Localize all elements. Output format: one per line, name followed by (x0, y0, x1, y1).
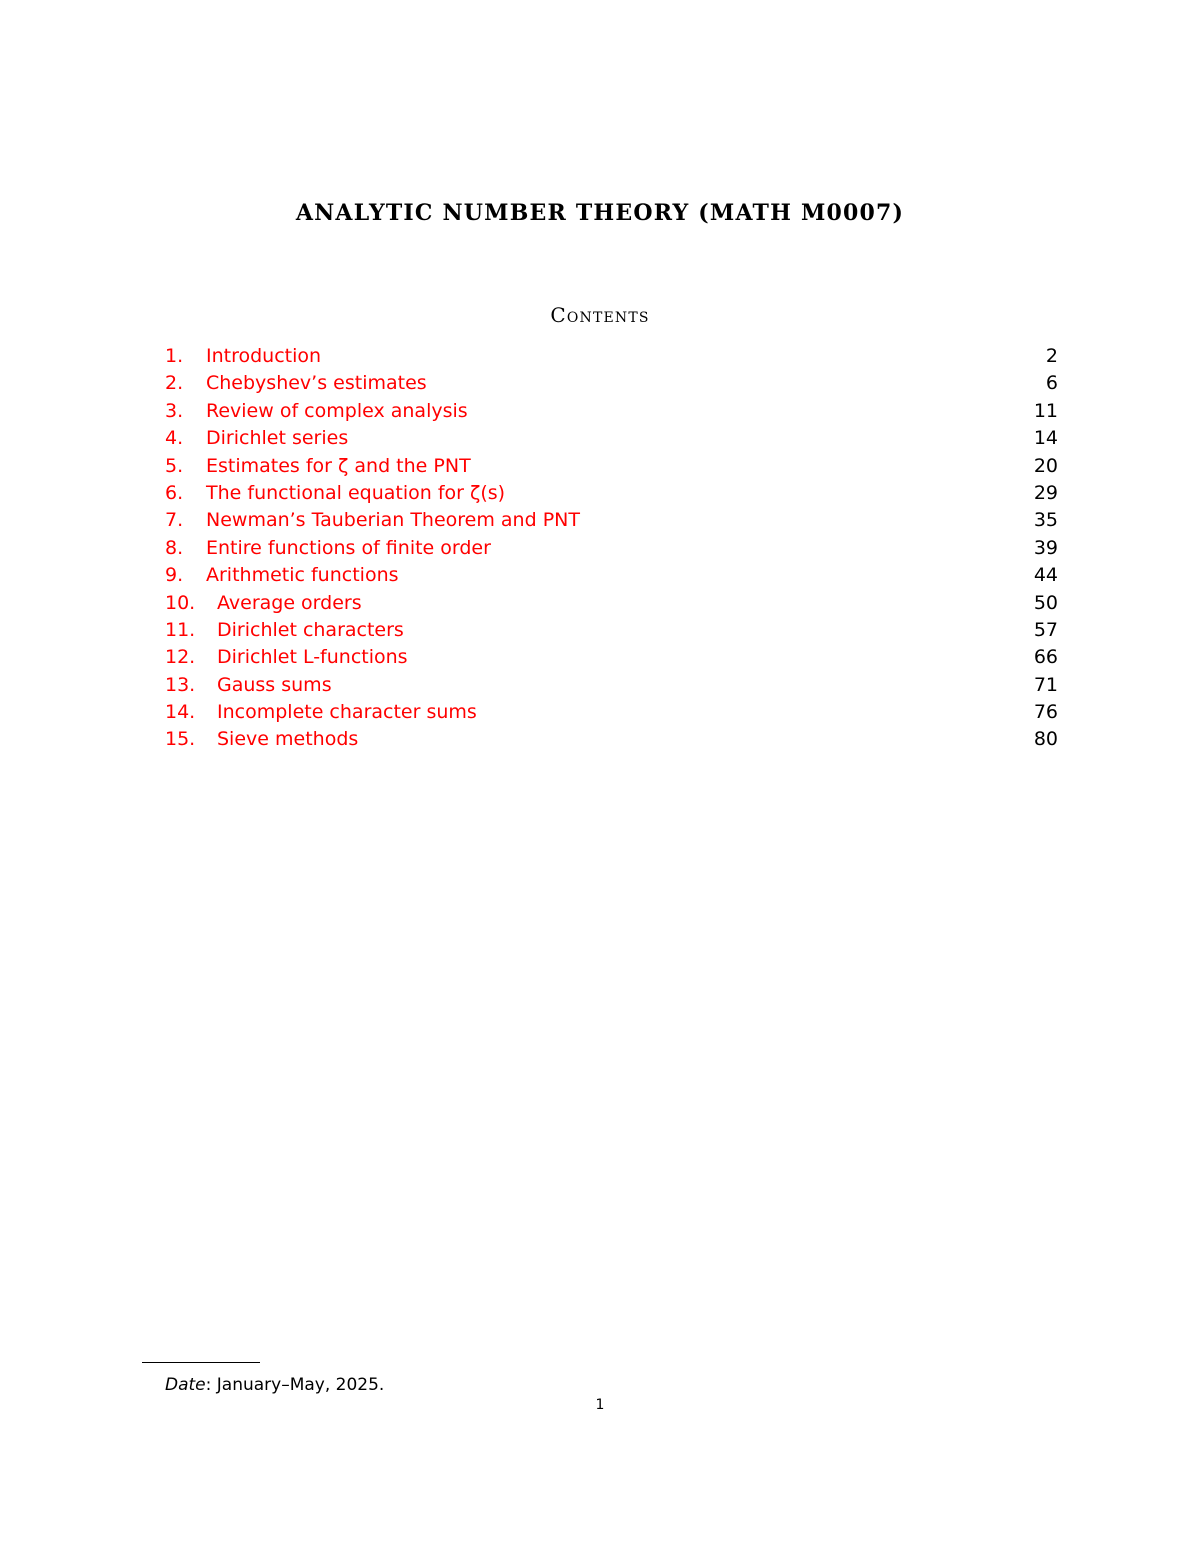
toc-entry-introduction[interactable] (165, 343, 1058, 370)
table-of-contents (165, 343, 1058, 754)
toc-entry-number: 6. (165, 481, 184, 504)
contents-heading: Contents (550, 303, 650, 327)
toc-entry-page: 80 (1033, 728, 1058, 751)
toc-entry-dirichlet-l-functions[interactable] (165, 644, 1058, 671)
toc-entry-average-orders[interactable] (165, 590, 1058, 617)
toc-entry-title[interactable]: Arithmetic functions (206, 564, 399, 587)
toc-entry-title[interactable]: Entire functions of finite order (206, 536, 491, 559)
toc-entry-estimates-zeta-pnt[interactable] (165, 453, 1058, 480)
toc-entry-number: 1. (165, 345, 184, 367)
toc-entry-number: 4. (165, 427, 184, 450)
toc-entry-page: 29 (1033, 481, 1058, 504)
toc-entry-sieve-methods[interactable] (165, 726, 1058, 753)
toc-entry-title[interactable]: Average orders (217, 591, 362, 614)
toc-entry-dirichlet-series[interactable] (165, 425, 1058, 452)
footnote-rule (142, 1362, 260, 1363)
toc-entry-functional-equation[interactable] (165, 480, 1058, 507)
document-title: ANALYTIC NUMBER THEORY (MATH M0007) (295, 200, 905, 226)
toc-entry-page: 57 (1033, 618, 1058, 641)
toc-entry-page: 20 (1033, 454, 1058, 477)
toc-entry-number: 10. (165, 591, 196, 614)
footnote (165, 1373, 384, 1397)
toc-entry-number: 9. (165, 564, 184, 587)
toc-entry-arithmetic-functions[interactable] (165, 562, 1058, 589)
toc-entry-incomplete-character-sums[interactable] (165, 699, 1058, 726)
toc-entry-number: 3. (165, 399, 184, 422)
toc-entry-page: 44 (1033, 564, 1058, 587)
toc-entry-page: 66 (1033, 646, 1058, 669)
toc-entry-gauss-sums[interactable] (165, 672, 1058, 699)
toc-entry-page: 76 (1033, 701, 1058, 724)
toc-entry-page: 71 (1033, 673, 1058, 696)
toc-entry-number: 11. (165, 618, 196, 641)
toc-entry-number: 5. (165, 454, 184, 477)
toc-entry-dirichlet-characters[interactable] (165, 617, 1058, 644)
toc-entry-page: 35 (1033, 509, 1058, 532)
toc-entry-title[interactable]: Review of complex analysis (206, 399, 468, 422)
toc-entry-number: 2. (165, 372, 184, 395)
footnote-text: : January–May, 2025. (205, 1375, 385, 1395)
toc-entry-title[interactable]: Chebyshev’s estimates (206, 372, 427, 395)
footnote-label: Date (165, 1375, 206, 1395)
toc-entry-number: 15. (165, 728, 196, 751)
toc-entry-page: 50 (1033, 591, 1058, 614)
toc-entry-number: 8. (165, 536, 184, 559)
toc-entry-title[interactable]: Incomplete character sums (217, 701, 477, 724)
toc-entry-title[interactable]: Gauss sums (217, 673, 332, 696)
toc-entry-page: 11 (1033, 399, 1058, 422)
toc-entry-page: 2 (1045, 345, 1058, 367)
toc-entry-title[interactable]: Sieve methods (217, 728, 359, 751)
toc-entry-complex-analysis[interactable] (165, 398, 1058, 425)
toc-entry-number: 12. (165, 646, 196, 669)
toc-entry-title[interactable]: Estimates for ζ and the PNT (206, 454, 471, 477)
toc-entry-page: 6 (1045, 372, 1058, 395)
toc-entry-newman-tauberian[interactable] (165, 507, 1058, 534)
toc-entry-page: 39 (1033, 536, 1058, 559)
toc-entry-chebyshev[interactable] (165, 370, 1058, 397)
toc-entry-title[interactable]: Dirichlet series (206, 427, 349, 450)
toc-entry-page: 14 (1033, 427, 1058, 450)
toc-entry-title[interactable]: Dirichlet L-functions (217, 646, 408, 669)
toc-entry-title[interactable]: Newman’s Tauberian Theorem and PNT (206, 509, 580, 532)
toc-entry-title[interactable]: Introduction (206, 345, 322, 367)
page-number: 1 (595, 1397, 605, 1413)
toc-entry-title[interactable]: The functional equation for ζ(s) (206, 481, 506, 504)
toc-entry-number: 7. (165, 509, 184, 532)
toc-entry-number: 14. (165, 701, 196, 724)
toc-entry-title[interactable]: Dirichlet characters (217, 618, 404, 641)
toc-entry-entire-functions[interactable] (165, 535, 1058, 562)
toc-entry-number: 13. (165, 673, 196, 696)
